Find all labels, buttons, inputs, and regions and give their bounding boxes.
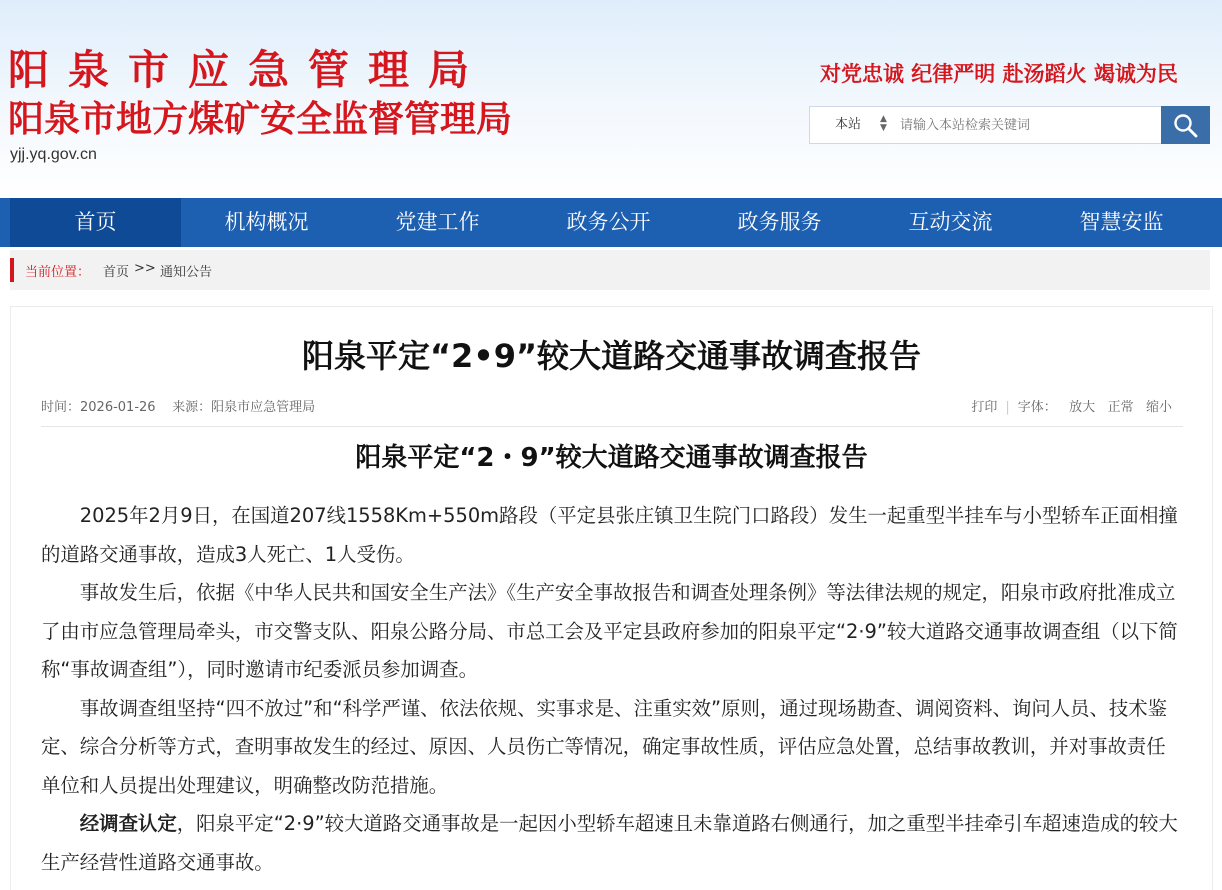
meta-divider	[41, 426, 1183, 427]
publish-date: 2026-01-26	[80, 400, 156, 415]
paragraph-bold-lead: 经调查认定	[79, 812, 177, 835]
paragraph: 事故调查组坚持“四不放过”和“科学严谨、依法依规、实事求是、注重实效”原则，通过现场勘查、调阅资料、询问人员、技术鉴定、综合分析等方式，查明事故发生的经过、原因、人员伤亡等情况，确定事故性质，评估应急处置，总结事故教训，并对事故责任单位和人员提出处理建议，明确整改防范措施。	[41, 696, 1168, 797]
print-button[interactable]: 打印	[971, 400, 998, 415]
site-header	[0, 0, 1222, 198]
breadcrumb-separator: >>	[134, 261, 156, 276]
font-larger-button[interactable]: 放大	[1069, 400, 1096, 415]
time-label: 时间：	[41, 400, 81, 415]
article-title: 阳泉平定“2•9”较大道路交通事故调查报告	[301, 337, 922, 375]
search-button[interactable]	[1161, 106, 1210, 144]
nav-item-government-services[interactable]: 政务服务	[737, 210, 822, 234]
font-normal-button[interactable]: 正常	[1107, 400, 1134, 415]
search-box	[809, 106, 1209, 144]
site-slogan: 对党忠诚 纪律严明 赴汤蹈火 竭诚为民	[820, 62, 1178, 86]
sort-arrows-icon: ▲ ▼	[880, 114, 887, 133]
site-title-secondary: 阳泉市地方煤矿安全监督管理局	[8, 99, 513, 140]
tool-divider: |	[1005, 400, 1010, 415]
article-body	[41, 497, 1185, 882]
main-nav	[0, 198, 1222, 247]
paragraph-text: ，阳泉平定“2·9”较大道路交通事故是一起因小型轿车超速且未靠道路右侧通行，加之重型半挂牵引车超速造成的较大生产经营性道路交通事故。	[41, 812, 1178, 874]
article-source: 阳泉市应急管理局	[211, 400, 316, 415]
article-panel	[10, 306, 1213, 890]
nav-item-party-building[interactable]: 党建工作	[395, 210, 480, 234]
source-label: 来源：	[172, 400, 212, 415]
search-icon	[1173, 113, 1198, 138]
nav-item-government-affairs[interactable]: 政务公开	[566, 210, 651, 234]
font-size-label: 字体：	[1017, 400, 1057, 415]
breadcrumb-current-link[interactable]: 通知公告	[160, 265, 213, 280]
nav-item-interaction[interactable]: 互动交流	[908, 210, 993, 234]
nav-item-home[interactable]: 首页	[10, 198, 181, 247]
nav-item-organization[interactable]: 机构概况	[224, 210, 309, 234]
breadcrumb-home-link[interactable]: 首页	[103, 265, 130, 280]
search-input[interactable]	[900, 111, 1150, 139]
site-domain: yjj.yq.gov.cn	[10, 146, 97, 163]
search-scope-select[interactable]	[810, 107, 896, 143]
paragraph	[41, 805, 1185, 882]
site-title-primary: 阳泉市应急管理局	[8, 46, 488, 94]
article-meta	[41, 396, 315, 415]
font-smaller-button[interactable]: 缩小	[1145, 400, 1172, 415]
breadcrumb-marker	[10, 258, 14, 282]
article-tools	[971, 396, 1172, 415]
search-scope-label: 本站	[835, 117, 862, 132]
paragraph: 事故发生后，依据《中华人民共和国安全生产法》《生产安全事故报告和调查处理条例》等法律法规的规定，阳泉市政府批准成立了由市应急管理局牵头，市交警支队、阳泉公路分局、市总工会及平定县政府参加的阳泉平定“2·9”较大道路交通事故调查组（以下简称“事故调查组”），同时邀请市纪委派员参加调查。	[41, 581, 1178, 681]
paragraph: 2025年2月9日，在国道207线1558Km+550m路段（平定县张庄镇卫生院门口路段）发生一起重型半挂车与小型轿车正面相撞的道路交通事故，造成3人死亡、1人受伤。	[41, 504, 1178, 566]
article-subtitle: 阳泉平定“2・9”较大道路交通事故调查报告	[355, 443, 868, 473]
breadcrumb	[10, 250, 1210, 290]
breadcrumb-label: 当前位置：	[25, 265, 91, 280]
nav-item-smart-safety[interactable]: 智慧安监	[1079, 210, 1164, 234]
